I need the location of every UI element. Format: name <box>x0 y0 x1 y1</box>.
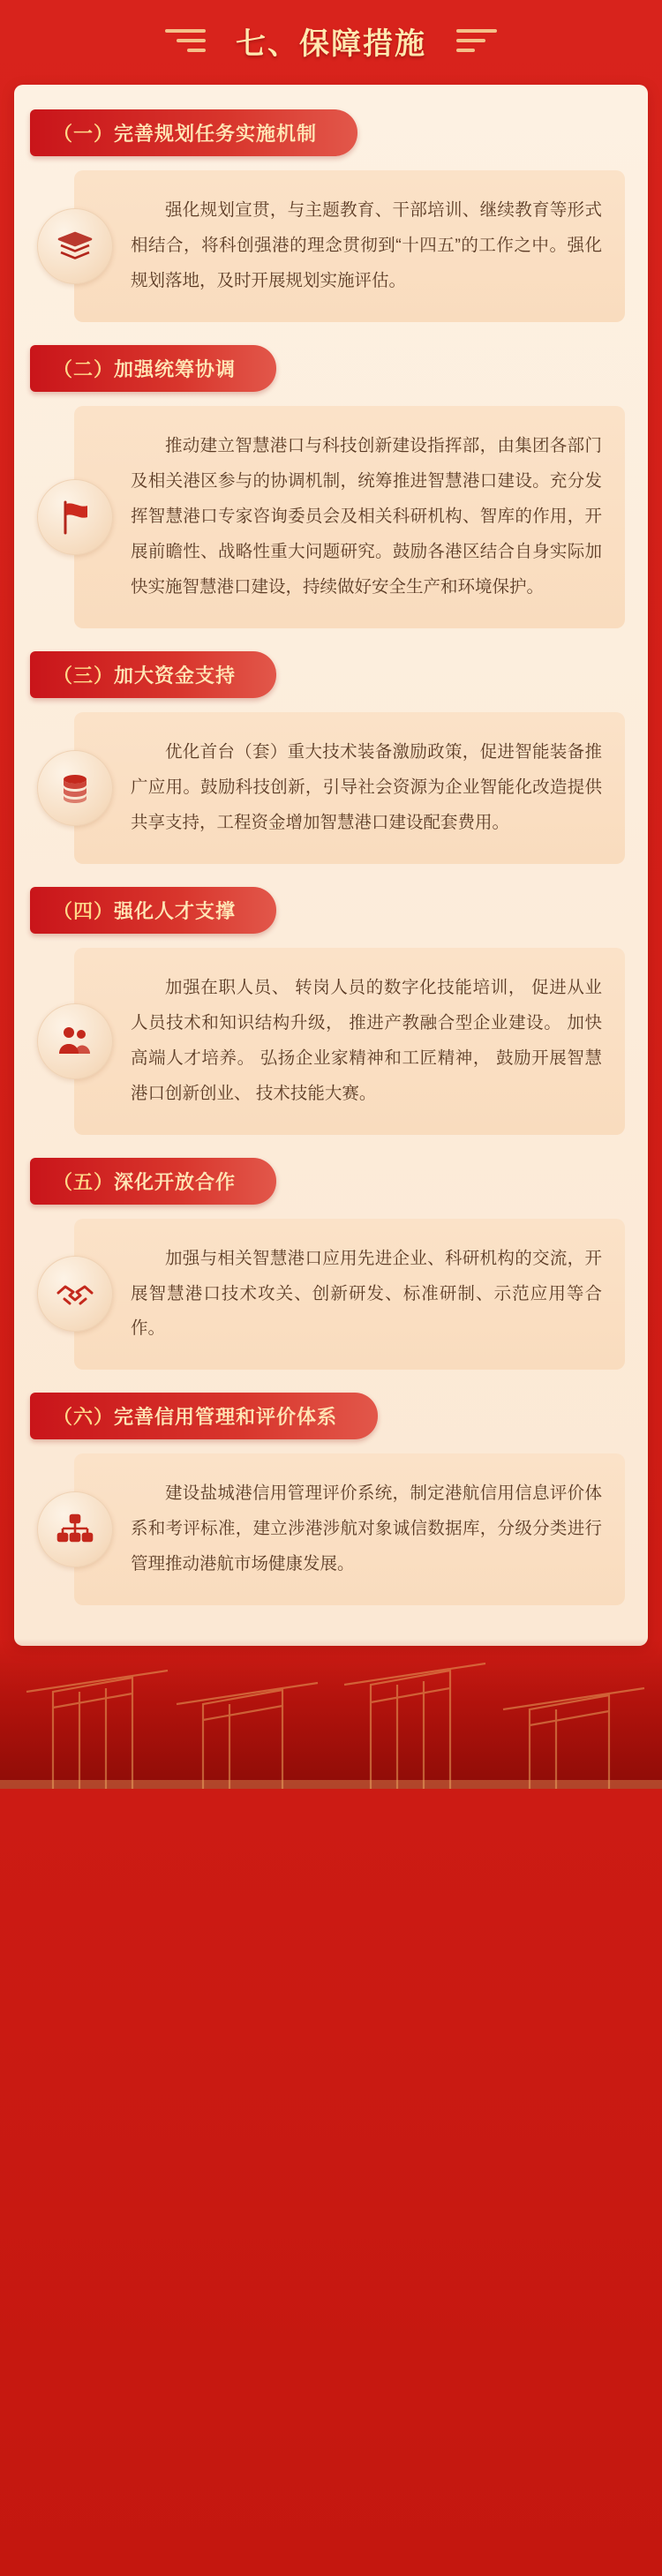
section-body-block <box>37 1453 625 1605</box>
section-body-block <box>37 170 625 322</box>
section-paragraph: 加强与相关智慧港口应用先进企业、科研机构的交流，开展智慧港口技术攻关、创新研发、标准研制、示范应用等合作。 <box>131 1248 602 1339</box>
section-index: （六） <box>53 1406 115 1429</box>
section-1 <box>14 109 648 322</box>
section-title: 加大资金支持 <box>114 664 237 687</box>
menu-lines-icon <box>456 29 497 52</box>
section-paragraph: 推动建立智慧港口与科技创新建设指挥部，由集团各部门及相关港区参与的协调机制，统筹推进智慧港口建设。充分发挥智慧港口专家咨询委员会及相关科研机构、智库的作用，开展前瞻性、战略性重大问题研究。鼓励各港区结合自身实际加快实施智慧港口建设，持续做好安全生产和环境保护。 <box>131 435 602 597</box>
hierarchy-network-icon <box>37 1491 113 1567</box>
section-paragraph: 加强在职人员、 转岗人员的数字化技能培训， 促进从业人员技术和知识结构升级， 推进产教融合型企业建设。 加快高端人才培养。 弘扬企业家精神和工匠精神， 鼓励开展智慧港口创新创业、 技术技能大赛。 <box>131 977 602 1103</box>
section-title: 强化人才支撑 <box>114 899 237 922</box>
section-3 <box>14 651 648 864</box>
section-text <box>74 170 625 322</box>
section-heading <box>30 651 276 698</box>
section-paragraph: 建设盐城港信用管理评价系统，制定港航信用信息评价体系和考评标准，建立涉港涉航对象诚信数据库，分级分类进行管理推动港航市场健康发展。 <box>131 1483 602 1574</box>
section-body-block <box>37 948 625 1135</box>
section-2 <box>14 345 648 628</box>
section-title: 完善规划任务实施机制 <box>114 123 318 145</box>
section-paragraph: 强化规划宣贯，与主题教育、干部培训、继续教育等形式相结合，将科创强港的理念贯彻到“十四五”的工作之中。强化规划落地，及时开展规划实施评估。 <box>131 200 602 290</box>
section-6 <box>14 1393 648 1605</box>
section-index: （五） <box>53 1170 115 1193</box>
section-text <box>74 1219 625 1371</box>
handshake-icon <box>37 1256 113 1332</box>
section-heading <box>30 345 276 392</box>
section-4 <box>14 887 648 1135</box>
menu-lines-icon <box>165 29 206 52</box>
page-title: 七、保障措施 <box>236 26 426 61</box>
section-title: 完善信用管理和评价体系 <box>114 1406 338 1429</box>
section-text <box>74 1453 625 1605</box>
section-body-block <box>37 1219 625 1371</box>
section-paragraph: 优化首台（套）重大技术装备激励政策，促进智能装备推广应用。鼓励科技创新，引导社会资源为企业智能化改造提供共享支持，工程资金增加智慧港口建设配套费用。 <box>131 741 602 832</box>
content-card <box>14 85 648 1646</box>
section-heading <box>30 887 276 934</box>
coin-stack-icon <box>37 750 113 826</box>
section-index: （一） <box>53 123 115 145</box>
section-5 <box>14 1158 648 1371</box>
section-index: （三） <box>53 664 115 687</box>
section-text <box>74 406 625 628</box>
section-heading <box>30 1393 378 1439</box>
red-flag-icon <box>37 479 113 555</box>
section-index: （四） <box>53 899 115 922</box>
section-text <box>74 712 625 864</box>
section-body-block <box>37 406 625 628</box>
section-heading <box>30 1158 276 1205</box>
section-title: 深化开放合作 <box>114 1170 237 1193</box>
people-group-icon <box>37 1003 113 1079</box>
section-index: （二） <box>53 357 115 380</box>
section-body-block <box>37 712 625 864</box>
stacked-books-icon <box>37 208 113 284</box>
section-heading <box>30 109 357 156</box>
port-crane-silhouette <box>0 1639 662 1789</box>
section-title: 加强统筹协调 <box>114 357 237 380</box>
page-header <box>0 0 662 81</box>
section-text <box>74 948 625 1135</box>
